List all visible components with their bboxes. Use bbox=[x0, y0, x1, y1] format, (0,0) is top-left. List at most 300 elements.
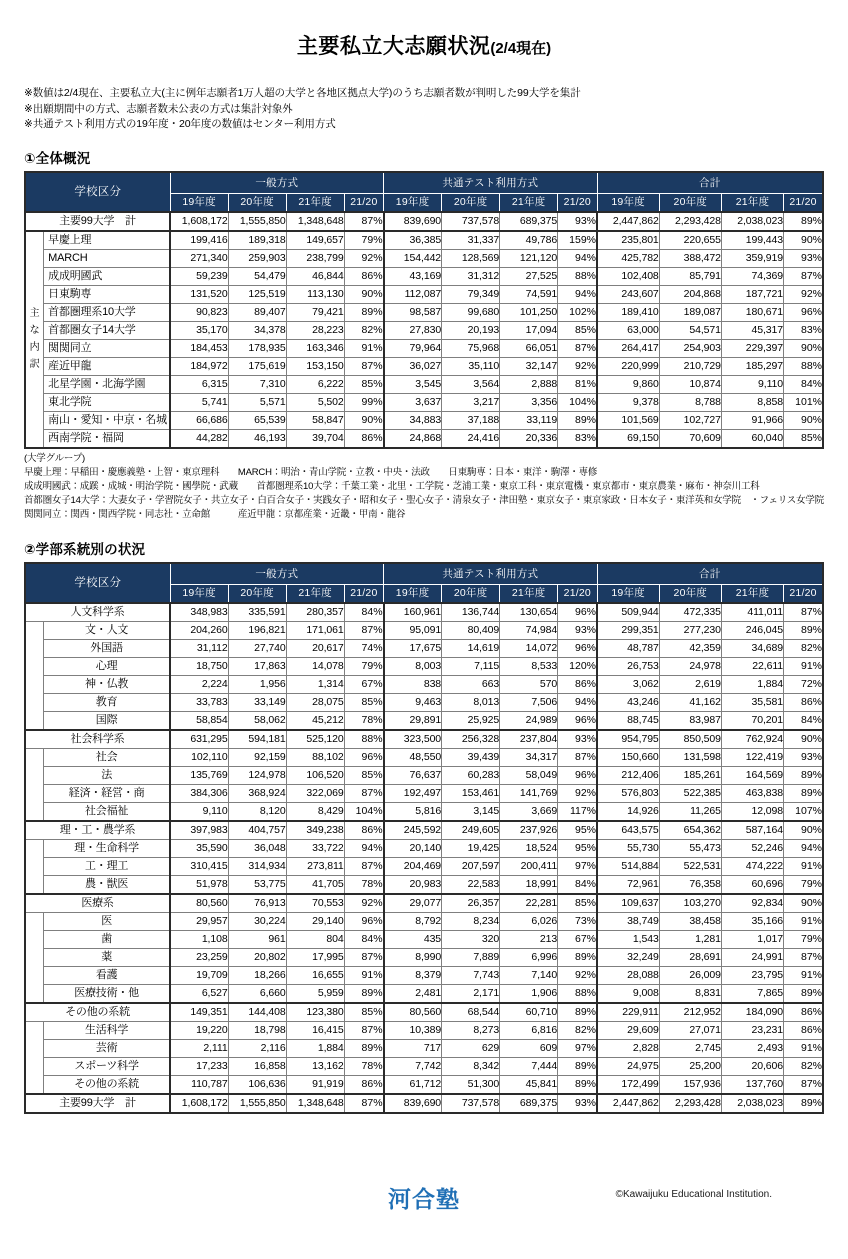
table-row bbox=[25, 303, 823, 321]
row-indent-spacer bbox=[25, 639, 44, 657]
cell-value: 2,038,023 bbox=[721, 1094, 783, 1113]
cell-value: 79,421 bbox=[286, 303, 344, 321]
cell-value: 51,300 bbox=[442, 1075, 500, 1094]
cell-value: 689,375 bbox=[500, 212, 558, 231]
cell-ratio: 79% bbox=[784, 930, 823, 948]
cell-value: 60,283 bbox=[442, 766, 500, 784]
cell-value: 322,069 bbox=[286, 784, 344, 802]
th-total-20: 20年度 bbox=[659, 193, 721, 212]
row-label: 国際 bbox=[44, 711, 170, 730]
row-indent-spacer bbox=[25, 1075, 44, 1094]
cell-ratio: 91% bbox=[344, 339, 383, 357]
cell-value: 185,297 bbox=[721, 357, 783, 375]
cell-value: 1,543 bbox=[597, 930, 659, 948]
cell-value: 91,966 bbox=[721, 411, 783, 429]
th-group-common-test: 共通テスト利用方式 bbox=[384, 172, 597, 194]
cell-value: 804 bbox=[286, 930, 344, 948]
row-indent-spacer bbox=[25, 1057, 44, 1075]
table-row bbox=[25, 639, 823, 657]
cell-value: 85,791 bbox=[659, 267, 721, 285]
table-row bbox=[25, 357, 823, 375]
cell-ratio: 94% bbox=[344, 839, 383, 857]
cell-value: 38,458 bbox=[659, 912, 721, 930]
row-label: 工・理工 bbox=[44, 857, 170, 875]
cell-value: 69,150 bbox=[597, 429, 659, 448]
cell-value: 3,356 bbox=[500, 393, 558, 411]
cell-value: 2,493 bbox=[721, 1039, 783, 1057]
table-row bbox=[25, 375, 823, 393]
cell-ratio: 90% bbox=[344, 411, 383, 429]
row-label: 成成明國武 bbox=[44, 267, 170, 285]
cell-value: 200,411 bbox=[500, 857, 558, 875]
cell-value: 48,550 bbox=[384, 748, 442, 766]
cell-value: 22,583 bbox=[442, 875, 500, 894]
cell-value: 23,231 bbox=[721, 1021, 783, 1039]
cell-value: 8,342 bbox=[442, 1057, 500, 1075]
row-indent-spacer bbox=[25, 857, 44, 875]
cell-ratio: 101% bbox=[784, 393, 823, 411]
cell-ratio: 67% bbox=[344, 675, 383, 693]
cell-value: 273,811 bbox=[286, 857, 344, 875]
table-row bbox=[25, 766, 823, 784]
cell-value: 19,709 bbox=[170, 966, 228, 984]
row-label: 日東駒専 bbox=[44, 285, 170, 303]
cell-ratio: 73% bbox=[558, 912, 597, 930]
cell-ratio: 82% bbox=[558, 1021, 597, 1039]
cell-value: 29,077 bbox=[384, 894, 442, 913]
cell-value: 204,868 bbox=[659, 285, 721, 303]
cell-value: 80,409 bbox=[442, 621, 500, 639]
group-note-line-4: 関関同立：関西・関西学院・同志社・立命館 産近甲龍：京都産業・近畿・甲南・龍谷 bbox=[24, 508, 406, 520]
cell-value: 178,935 bbox=[228, 339, 286, 357]
cell-ratio: 87% bbox=[784, 948, 823, 966]
cell-value: 189,318 bbox=[228, 231, 286, 250]
row-label: その他の系統 bbox=[44, 1075, 170, 1094]
cell-value: 474,222 bbox=[721, 857, 783, 875]
row-label: 法 bbox=[44, 766, 170, 784]
cell-ratio: 94% bbox=[558, 249, 597, 267]
cell-value: 61,712 bbox=[384, 1075, 442, 1094]
cell-value: 72,961 bbox=[597, 875, 659, 894]
cell-ratio: 83% bbox=[784, 321, 823, 339]
cell-ratio: 87% bbox=[558, 339, 597, 357]
cell-ratio: 92% bbox=[558, 784, 597, 802]
cell-value: 110,787 bbox=[170, 1075, 228, 1094]
cell-value: 435 bbox=[384, 930, 442, 948]
cell-value: 24,989 bbox=[500, 711, 558, 730]
cell-value: 24,975 bbox=[597, 1057, 659, 1075]
row-indent-spacer bbox=[25, 766, 44, 784]
cell-ratio: 89% bbox=[784, 212, 823, 231]
cell-value: 6,527 bbox=[170, 984, 228, 1003]
cell-value: 5,571 bbox=[228, 393, 286, 411]
cell-value: 20,802 bbox=[228, 948, 286, 966]
cell-value: 24,416 bbox=[442, 429, 500, 448]
table-row bbox=[25, 285, 823, 303]
cell-value: 3,564 bbox=[442, 375, 500, 393]
cell-value: 48,787 bbox=[597, 639, 659, 657]
cell-ratio: 87% bbox=[784, 1075, 823, 1094]
cell-value: 26,357 bbox=[442, 894, 500, 913]
cell-value: 576,803 bbox=[597, 784, 659, 802]
cell-value: 20,617 bbox=[286, 639, 344, 657]
cell-ratio: 89% bbox=[784, 621, 823, 639]
cell-value: 2,038,023 bbox=[721, 212, 783, 231]
cell-ratio: 159% bbox=[558, 231, 597, 250]
row-label: 首都圏女子14大学 bbox=[44, 321, 170, 339]
cell-ratio: 67% bbox=[558, 930, 597, 948]
row-indent-spacer bbox=[25, 1039, 44, 1057]
cell-ratio: 87% bbox=[344, 1094, 383, 1113]
cell-ratio: 120% bbox=[558, 657, 597, 675]
cell-value: 175,619 bbox=[228, 357, 286, 375]
cell-value: 41,705 bbox=[286, 875, 344, 894]
cell-value: 70,201 bbox=[721, 711, 783, 730]
cell-value: 245,592 bbox=[384, 821, 442, 840]
th2-group-common-test: 共通テスト利用方式 bbox=[384, 563, 597, 585]
cell-value: 509,944 bbox=[597, 603, 659, 622]
cell-value: 2,171 bbox=[442, 984, 500, 1003]
row-indent-spacer bbox=[25, 912, 44, 930]
cell-value: 28,223 bbox=[286, 321, 344, 339]
cell-ratio: 86% bbox=[784, 693, 823, 711]
cell-value: 3,145 bbox=[442, 802, 500, 821]
cell-value: 18,798 bbox=[228, 1021, 286, 1039]
cell-value: 7,742 bbox=[384, 1057, 442, 1075]
cell-value: 14,619 bbox=[442, 639, 500, 657]
cell-value: 76,913 bbox=[228, 894, 286, 913]
group-notes-heading: (大学グループ) bbox=[24, 452, 85, 464]
cell-ratio: 93% bbox=[558, 1094, 597, 1113]
table-row bbox=[25, 1003, 823, 1022]
cell-ratio: 117% bbox=[558, 802, 597, 821]
cell-value: 36,385 bbox=[384, 231, 442, 250]
page-title-wrap bbox=[24, 0, 824, 60]
cell-ratio: 82% bbox=[784, 639, 823, 657]
th2-total-21: 21年度 bbox=[721, 584, 783, 603]
cell-value: 1,108 bbox=[170, 930, 228, 948]
cell-value: 368,924 bbox=[228, 784, 286, 802]
cell-value: 65,539 bbox=[228, 411, 286, 429]
cell-ratio: 87% bbox=[344, 1021, 383, 1039]
cell-ratio: 89% bbox=[344, 303, 383, 321]
cell-value: 1,884 bbox=[721, 675, 783, 693]
cell-value: 42,359 bbox=[659, 639, 721, 657]
cell-ratio: 91% bbox=[784, 857, 823, 875]
cell-value: 404,757 bbox=[228, 821, 286, 840]
table-row bbox=[25, 267, 823, 285]
cell-value: 27,071 bbox=[659, 1021, 721, 1039]
cell-value: 737,578 bbox=[442, 1094, 500, 1113]
row-label-total: 主要99大学 計 bbox=[25, 1094, 170, 1113]
cell-value: 838 bbox=[384, 675, 442, 693]
cell-ratio: 72% bbox=[784, 675, 823, 693]
cell-value: 280,357 bbox=[286, 603, 344, 622]
row-label: 看護 bbox=[44, 966, 170, 984]
cell-value: 184,090 bbox=[721, 1003, 783, 1022]
cell-ratio: 94% bbox=[784, 839, 823, 857]
cell-value: 22,611 bbox=[721, 657, 783, 675]
group-note-line-1: 早慶上理：早稲田・慶應義塾・上智・東京理科 MARCH：明治・青山学院・立教・中央・法政 日東駒専：日本・東洋・駒澤・専修 bbox=[24, 466, 598, 478]
cell-value: 149,657 bbox=[286, 231, 344, 250]
cell-ratio: 91% bbox=[344, 966, 383, 984]
cell-value: 163,346 bbox=[286, 339, 344, 357]
row-label: 関関同立 bbox=[44, 339, 170, 357]
cell-value: 839,690 bbox=[384, 1094, 442, 1113]
th2-total-20: 20年度 bbox=[659, 584, 721, 603]
table-row bbox=[25, 930, 823, 948]
cell-value: 34,317 bbox=[500, 748, 558, 766]
cell-value: 112,087 bbox=[384, 285, 442, 303]
cell-value: 204,469 bbox=[384, 857, 442, 875]
cell-value: 23,795 bbox=[721, 966, 783, 984]
th2-common-20: 20年度 bbox=[442, 584, 500, 603]
th2-total-ratio: 21/20 bbox=[784, 584, 823, 603]
cell-value: 95,091 bbox=[384, 621, 442, 639]
cell-value: 237,804 bbox=[500, 730, 558, 749]
cell-ratio: 88% bbox=[558, 267, 597, 285]
cell-value: 189,087 bbox=[659, 303, 721, 321]
th-total-21: 21年度 bbox=[721, 193, 783, 212]
cell-ratio: 94% bbox=[558, 693, 597, 711]
cell-ratio: 90% bbox=[784, 339, 823, 357]
cell-value: 19,425 bbox=[442, 839, 500, 857]
th2-general-21: 21年度 bbox=[286, 584, 344, 603]
table-row bbox=[25, 339, 823, 357]
cell-value: 136,744 bbox=[442, 603, 500, 622]
row-label: 心理 bbox=[44, 657, 170, 675]
cell-value: 1,555,850 bbox=[228, 1094, 286, 1113]
table-row bbox=[25, 393, 823, 411]
cell-value: 237,926 bbox=[500, 821, 558, 840]
cell-value: 80,560 bbox=[384, 1003, 442, 1022]
cell-value: 8,120 bbox=[228, 802, 286, 821]
table-row bbox=[25, 948, 823, 966]
cell-value: 17,995 bbox=[286, 948, 344, 966]
cell-value: 141,769 bbox=[500, 784, 558, 802]
cell-value: 30,224 bbox=[228, 912, 286, 930]
table-row bbox=[25, 212, 823, 231]
cell-value: 33,119 bbox=[500, 411, 558, 429]
copyright-text: ©Kawaijuku Educational Institution. bbox=[615, 1189, 772, 1200]
cell-value: 7,444 bbox=[500, 1057, 558, 1075]
cell-value: 16,655 bbox=[286, 966, 344, 984]
notes-block bbox=[24, 86, 824, 133]
table-row bbox=[25, 984, 823, 1003]
cell-value: 29,609 bbox=[597, 1021, 659, 1039]
row-label: 文・人文 bbox=[44, 621, 170, 639]
cell-value: 89,407 bbox=[228, 303, 286, 321]
cell-value: 35,581 bbox=[721, 693, 783, 711]
cell-value: 35,590 bbox=[170, 839, 228, 857]
table-row bbox=[25, 675, 823, 693]
cell-value: 58,847 bbox=[286, 411, 344, 429]
cell-value: 2,224 bbox=[170, 675, 228, 693]
cell-value: 66,051 bbox=[500, 339, 558, 357]
row-label: 歯 bbox=[44, 930, 170, 948]
cell-value: 246,045 bbox=[721, 621, 783, 639]
cell-value: 961 bbox=[228, 930, 286, 948]
cell-value: 91,919 bbox=[286, 1075, 344, 1094]
cell-value: 2,293,428 bbox=[659, 212, 721, 231]
row-label: 生活科学 bbox=[44, 1021, 170, 1039]
cell-value: 199,416 bbox=[170, 231, 228, 250]
cell-value: 106,636 bbox=[228, 1075, 286, 1094]
cell-value: 66,686 bbox=[170, 411, 228, 429]
cell-value: 34,689 bbox=[721, 639, 783, 657]
cell-value: 1,906 bbox=[500, 984, 558, 1003]
th2-total-19: 19年度 bbox=[597, 584, 659, 603]
cell-ratio: 95% bbox=[558, 839, 597, 857]
cell-value: 20,606 bbox=[721, 1057, 783, 1075]
row-label-group: 医療系 bbox=[25, 894, 170, 913]
cell-value: 5,502 bbox=[286, 393, 344, 411]
cell-value: 51,978 bbox=[170, 875, 228, 894]
cell-value: 101,250 bbox=[500, 303, 558, 321]
cell-value: 74,984 bbox=[500, 621, 558, 639]
cell-value: 9,008 bbox=[597, 984, 659, 1003]
cell-value: 8,003 bbox=[384, 657, 442, 675]
cell-ratio: 84% bbox=[344, 930, 383, 948]
cell-value: 335,591 bbox=[228, 603, 286, 622]
cell-value: 63,000 bbox=[597, 321, 659, 339]
cell-value: 2,481 bbox=[384, 984, 442, 1003]
cell-ratio: 91% bbox=[784, 966, 823, 984]
cell-value: 850,509 bbox=[659, 730, 721, 749]
cell-ratio: 88% bbox=[344, 730, 383, 749]
row-indent-spacer bbox=[25, 748, 44, 766]
cell-value: 31,112 bbox=[170, 639, 228, 657]
cell-value: 388,472 bbox=[659, 249, 721, 267]
cell-value: 59,239 bbox=[170, 267, 228, 285]
cell-value: 1,884 bbox=[286, 1039, 344, 1057]
cell-ratio: 90% bbox=[784, 231, 823, 250]
cell-ratio: 91% bbox=[784, 912, 823, 930]
cell-ratio: 93% bbox=[784, 249, 823, 267]
cell-ratio: 78% bbox=[344, 711, 383, 730]
cell-ratio: 83% bbox=[558, 429, 597, 448]
th2-group-general: 一般方式 bbox=[170, 563, 383, 585]
cell-value: 180,671 bbox=[721, 303, 783, 321]
cell-value: 39,704 bbox=[286, 429, 344, 448]
cell-value: 8,379 bbox=[384, 966, 442, 984]
cell-value: 99,680 bbox=[442, 303, 500, 321]
row-label: 早慶上理 bbox=[44, 231, 170, 250]
cell-value: 7,115 bbox=[442, 657, 500, 675]
cell-value: 220,655 bbox=[659, 231, 721, 250]
cell-value: 164,569 bbox=[721, 766, 783, 784]
cell-value: 8,858 bbox=[721, 393, 783, 411]
cell-value: 144,408 bbox=[228, 1003, 286, 1022]
cell-value: 189,410 bbox=[597, 303, 659, 321]
cell-ratio: 96% bbox=[558, 766, 597, 784]
cell-value: 472,335 bbox=[659, 603, 721, 622]
row-label: 理・生命科学 bbox=[44, 839, 170, 857]
cell-value: 5,741 bbox=[170, 393, 228, 411]
cell-value: 24,868 bbox=[384, 429, 442, 448]
cell-value: 14,078 bbox=[286, 657, 344, 675]
cell-ratio: 93% bbox=[558, 730, 597, 749]
row-label-total: 主要99大学 計 bbox=[25, 212, 170, 231]
cell-value: 102,408 bbox=[597, 267, 659, 285]
th2-common-19: 19年度 bbox=[384, 584, 442, 603]
table-row bbox=[25, 857, 823, 875]
cell-value: 92,834 bbox=[721, 894, 783, 913]
cell-ratio: 84% bbox=[784, 375, 823, 393]
cell-value: 33,783 bbox=[170, 693, 228, 711]
th-school-division: 学校区分 bbox=[25, 172, 170, 212]
cell-ratio: 86% bbox=[344, 1075, 383, 1094]
cell-value: 29,891 bbox=[384, 711, 442, 730]
cell-value: 122,419 bbox=[721, 748, 783, 766]
cell-ratio: 96% bbox=[558, 603, 597, 622]
row-label: 経済・経営・商 bbox=[44, 784, 170, 802]
cell-value: 277,230 bbox=[659, 621, 721, 639]
cell-ratio: 93% bbox=[558, 212, 597, 231]
cell-value: 5,816 bbox=[384, 802, 442, 821]
cell-value: 314,934 bbox=[228, 857, 286, 875]
table-row bbox=[25, 966, 823, 984]
row-label: MARCH bbox=[44, 249, 170, 267]
cell-value: 2,745 bbox=[659, 1039, 721, 1057]
cell-value: 27,830 bbox=[384, 321, 442, 339]
row-indent-spacer bbox=[25, 948, 44, 966]
cell-ratio: 82% bbox=[344, 321, 383, 339]
cell-value: 6,026 bbox=[500, 912, 558, 930]
cell-ratio: 88% bbox=[558, 984, 597, 1003]
cell-ratio: 85% bbox=[558, 894, 597, 913]
cell-value: 271,340 bbox=[170, 249, 228, 267]
cell-value: 23,259 bbox=[170, 948, 228, 966]
cell-value: 243,607 bbox=[597, 285, 659, 303]
cell-value: 31,312 bbox=[442, 267, 500, 285]
table-row bbox=[25, 231, 823, 250]
cell-ratio: 107% bbox=[784, 802, 823, 821]
cell-ratio: 89% bbox=[784, 784, 823, 802]
cell-value: 320 bbox=[442, 930, 500, 948]
cell-value: 359,919 bbox=[721, 249, 783, 267]
cell-ratio: 89% bbox=[558, 411, 597, 429]
cell-ratio: 85% bbox=[344, 1003, 383, 1022]
cell-value: 26,009 bbox=[659, 966, 721, 984]
cell-ratio: 82% bbox=[784, 1057, 823, 1075]
th2-group-total: 合計 bbox=[597, 563, 823, 585]
cell-value: 153,150 bbox=[286, 357, 344, 375]
cell-ratio: 86% bbox=[344, 429, 383, 448]
cell-value: 121,120 bbox=[500, 249, 558, 267]
cell-value: 594,181 bbox=[228, 730, 286, 749]
cell-value: 7,865 bbox=[721, 984, 783, 1003]
cell-value: 184,453 bbox=[170, 339, 228, 357]
cell-value: 425,782 bbox=[597, 249, 659, 267]
cell-value: 3,545 bbox=[384, 375, 442, 393]
cell-value: 717 bbox=[384, 1039, 442, 1057]
th-general-19: 19年度 bbox=[170, 193, 228, 212]
cell-ratio: 89% bbox=[558, 1057, 597, 1075]
cell-value: 49,786 bbox=[500, 231, 558, 250]
cell-ratio: 102% bbox=[558, 303, 597, 321]
cell-value: 8,788 bbox=[659, 393, 721, 411]
table-row bbox=[25, 1094, 823, 1113]
page-footer bbox=[0, 1181, 848, 1221]
cell-value: 18,266 bbox=[228, 966, 286, 984]
cell-ratio: 87% bbox=[344, 621, 383, 639]
cell-value: 570 bbox=[500, 675, 558, 693]
cell-value: 28,075 bbox=[286, 693, 344, 711]
cell-value: 654,362 bbox=[659, 821, 721, 840]
cell-value: 35,110 bbox=[442, 357, 500, 375]
cell-ratio: 96% bbox=[344, 912, 383, 930]
